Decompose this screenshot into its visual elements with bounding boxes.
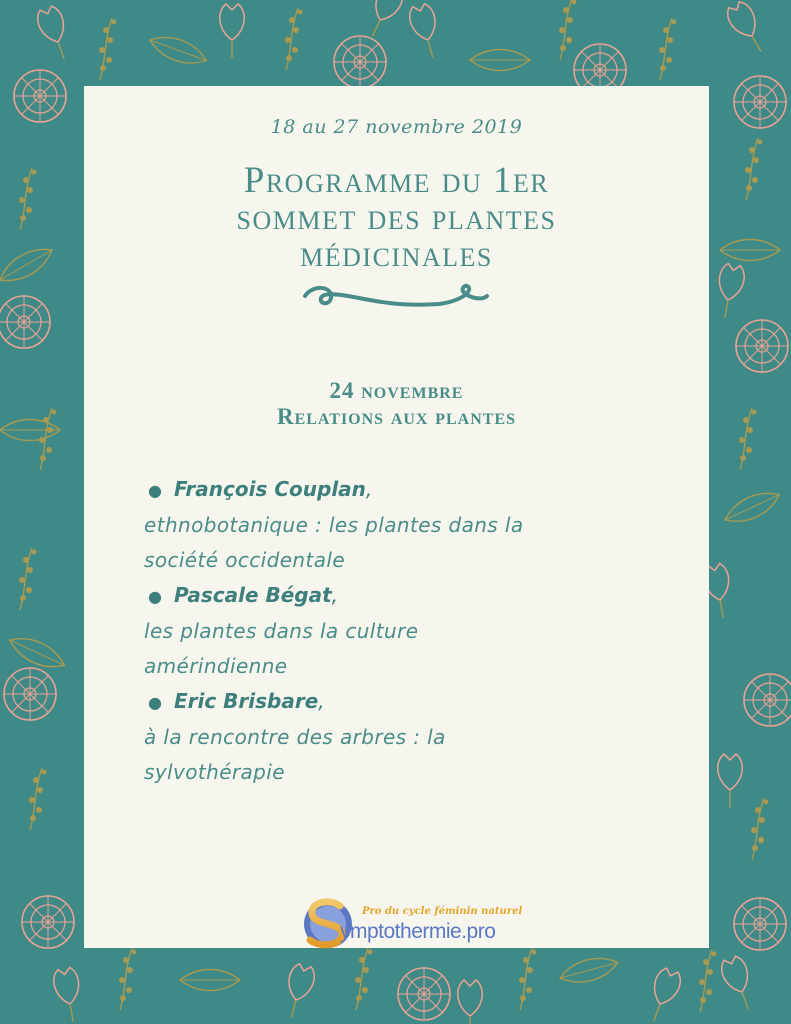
bullet-icon: ● <box>148 693 162 712</box>
speaker-topic: à la rencontre des arbres : la <box>144 725 446 749</box>
event-date: 18 au 27 novembre 2019 <box>270 116 523 138</box>
speaker-topic: ethnobotanique : les plantes dans la <box>144 513 524 537</box>
logo-name: ymptothermie.pro <box>340 920 496 943</box>
speaker-name: François Couplan <box>173 477 366 501</box>
title-line: médicinales <box>300 234 493 275</box>
speaker-name: Pascale Bégat <box>173 583 332 607</box>
title-line: Programme du 1er <box>243 160 550 201</box>
title-line: sommet des plantes <box>236 197 557 238</box>
speaker-topic: amérindienne <box>144 654 288 678</box>
speaker-topic: les plantes dans la culture <box>144 619 419 643</box>
brand-logo <box>300 894 523 950</box>
speaker-line <box>144 684 664 720</box>
speaker-separator: , <box>318 689 325 713</box>
bullet-icon: ● <box>148 481 162 500</box>
day-heading <box>84 378 709 430</box>
logo-tagline: Pro du cycle féminin naturel <box>362 906 523 917</box>
speaker-topic: sylvothérapie <box>144 760 285 784</box>
speaker-line <box>144 578 664 614</box>
list-item <box>144 578 664 684</box>
day-date: 24 novembre <box>329 378 464 403</box>
day-theme: Relations aux plantes <box>276 404 517 429</box>
page-title <box>144 162 649 273</box>
flourish-divider-icon <box>299 282 489 318</box>
speaker-list <box>144 472 664 790</box>
speaker-separator: , <box>331 583 339 607</box>
speaker-line <box>144 472 664 508</box>
speaker-topic: société occidentale <box>144 548 346 572</box>
speaker-name: Eric Brisbare <box>173 689 319 713</box>
list-item <box>144 684 664 790</box>
program-card <box>84 86 709 948</box>
speaker-separator: , <box>365 477 373 501</box>
bullet-icon: ● <box>148 587 162 606</box>
list-item <box>144 472 664 578</box>
